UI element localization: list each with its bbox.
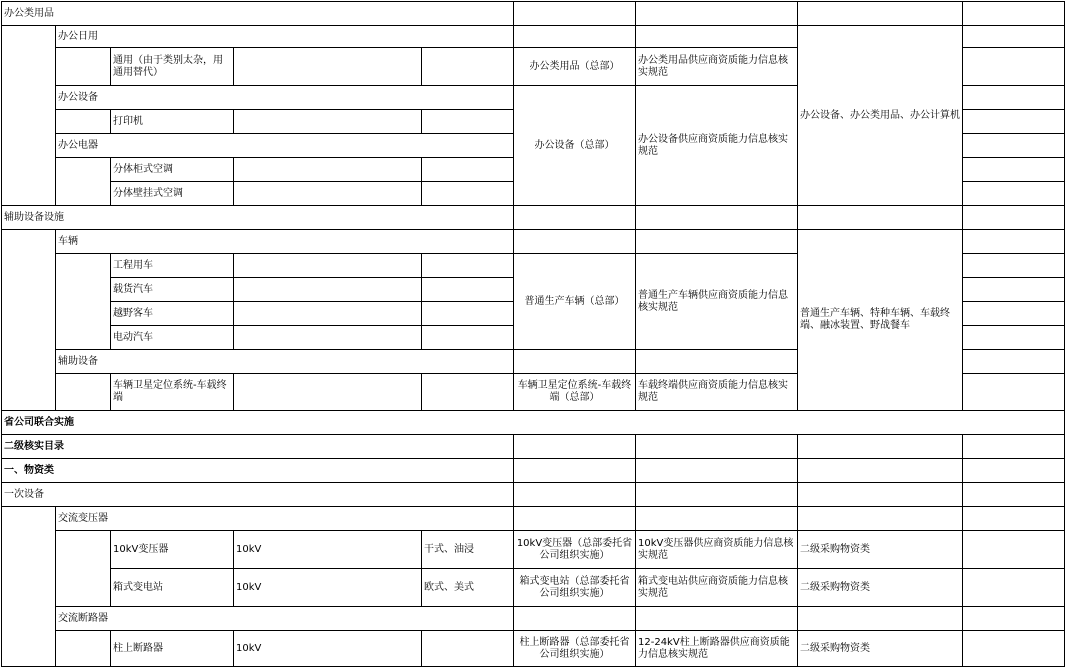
cell-r23-catalog[interactable] bbox=[513, 606, 636, 631]
subcategory-office-daily-text: 办公日用 bbox=[58, 30, 98, 42]
spec-pole-breaker[interactable] bbox=[635, 630, 798, 667]
cell-r17-extra[interactable] bbox=[962, 434, 1065, 459]
cell-r24-extra[interactable] bbox=[962, 630, 1065, 667]
cell-r13-voltage[interactable] bbox=[233, 325, 422, 350]
subcategory-ac-transformer-text: 交流变压器 bbox=[58, 512, 108, 524]
cell-r21-extra[interactable] bbox=[962, 530, 1065, 569]
type-box-substation-text: 欧式、美式 bbox=[424, 581, 474, 593]
spec-office-equipment-text: 办公设备供应商资质能力信息核实规范 bbox=[638, 133, 788, 157]
cell-r24-type[interactable] bbox=[421, 630, 514, 667]
cell-r7-type[interactable] bbox=[421, 181, 514, 206]
cell-r1-spec[interactable] bbox=[635, 25, 798, 48]
item-engineering-vehicle[interactable] bbox=[110, 253, 234, 278]
spec-gps-terminal-text: 车载终端供应商资质能力信息核实规范 bbox=[638, 380, 788, 403]
cell-r15-voltage[interactable] bbox=[233, 373, 422, 411]
cell-r13-extra[interactable] bbox=[962, 325, 1065, 350]
cell-r4-type[interactable] bbox=[421, 109, 514, 134]
cell-r8-scope[interactable] bbox=[797, 205, 963, 230]
spec-pole-breaker-text: 12-24kV柱上断路器供应商资质能力信息核实规范 bbox=[638, 636, 790, 660]
item-gps-terminal[interactable] bbox=[110, 373, 234, 411]
subcategory-office-equipment-text: 办公设备 bbox=[58, 91, 98, 103]
type-box-substation[interactable] bbox=[421, 568, 514, 607]
indent-r10-r13[interactable] bbox=[55, 253, 111, 350]
cell-r12-type[interactable] bbox=[421, 301, 514, 326]
category-primary-equipment[interactable] bbox=[1, 482, 514, 507]
cell-r4-voltage[interactable] bbox=[233, 109, 422, 134]
catalog-10kv-transformer[interactable] bbox=[513, 530, 636, 569]
indent-r2[interactable] bbox=[55, 47, 111, 86]
spec-office-supplies[interactable] bbox=[635, 47, 798, 86]
catalog-gps-terminal[interactable] bbox=[513, 373, 636, 411]
spec-office-equipment[interactable] bbox=[635, 85, 798, 206]
cell-r0-catalog[interactable] bbox=[513, 1, 636, 26]
cell-r17-spec[interactable] bbox=[635, 434, 798, 459]
voltage-10kv-transformer-text: 10kV bbox=[236, 543, 262, 555]
cell-r19-catalog[interactable] bbox=[513, 482, 636, 507]
cell-r18-extra[interactable] bbox=[962, 458, 1065, 483]
cell-r4-extra[interactable] bbox=[962, 109, 1065, 134]
cell-r9-extra[interactable] bbox=[962, 229, 1065, 254]
subcategory-office-electric[interactable] bbox=[55, 133, 514, 158]
cell-r7-voltage[interactable] bbox=[233, 181, 422, 206]
subcategory-auxiliary-equipment-text: 辅助设备 bbox=[58, 355, 98, 367]
type-10kv-transformer-text: 干式、油浸 bbox=[424, 543, 474, 555]
cell-r18-spec[interactable] bbox=[635, 458, 798, 483]
cell-r1-catalog[interactable] bbox=[513, 25, 636, 48]
indent-primary-equipment[interactable] bbox=[1, 506, 56, 667]
item-box-substation[interactable] bbox=[110, 568, 234, 607]
spec-box-substation-text: 箱式变电站供应商资质能力信息核实规范 bbox=[638, 575, 788, 599]
cell-r14-spec[interactable] bbox=[635, 349, 798, 374]
cell-r6-type[interactable] bbox=[421, 157, 514, 182]
section-secondary-catalog[interactable] bbox=[1, 434, 514, 459]
indent-r15[interactable] bbox=[55, 373, 111, 411]
scope-vehicles-text: 普通生产车辆、特种车辆、车载终端、融冰装置、野战餐车 bbox=[800, 308, 950, 331]
subcategory-ac-breaker-text: 交流断路器 bbox=[58, 612, 108, 624]
type-10kv-transformer[interactable] bbox=[421, 530, 514, 569]
item-cargo-truck-text: 载货汽车 bbox=[113, 283, 153, 295]
voltage-pole-breaker[interactable] bbox=[233, 630, 422, 667]
scope-vehicles[interactable] bbox=[797, 229, 963, 411]
indent-office[interactable] bbox=[1, 25, 56, 206]
spec-gps-terminal[interactable] bbox=[635, 373, 798, 411]
subcategory-auxiliary-equipment[interactable] bbox=[55, 349, 514, 374]
section-materials[interactable] bbox=[1, 458, 514, 483]
item-10kv-transformer-text: 10kV变压器 bbox=[113, 543, 169, 555]
cell-r8-extra[interactable] bbox=[962, 205, 1065, 230]
voltage-box-substation[interactable] bbox=[233, 568, 422, 607]
cell-r22-extra[interactable] bbox=[962, 568, 1065, 607]
cell-r23-scope[interactable] bbox=[797, 606, 963, 631]
cell-r23-spec[interactable] bbox=[635, 606, 798, 631]
scope-box-substation-text: 二级采购物资类 bbox=[800, 581, 870, 593]
category-auxiliary-facilities[interactable] bbox=[1, 205, 514, 230]
item-electric-car-text: 电动汽车 bbox=[113, 331, 153, 343]
scope-pole-breaker-text: 二级采购物资类 bbox=[800, 642, 870, 654]
voltage-pole-breaker-text: 10kV bbox=[236, 642, 262, 654]
scope-office[interactable] bbox=[797, 25, 963, 206]
scope-box-substation[interactable] bbox=[797, 568, 963, 607]
cell-r12-voltage[interactable] bbox=[233, 301, 422, 326]
indent-r6-r7[interactable] bbox=[55, 157, 111, 206]
cell-r13-type[interactable] bbox=[421, 325, 514, 350]
subcategory-office-equipment[interactable] bbox=[55, 85, 514, 110]
spec-10kv-transformer-text: 10kV变压器供应商资质能力信息核实规范 bbox=[638, 537, 794, 561]
cell-r8-spec[interactable] bbox=[635, 205, 798, 230]
category-primary-equipment-text: 一次设备 bbox=[4, 488, 44, 500]
spec-10kv-transformer[interactable] bbox=[635, 530, 798, 569]
catalog-office-supplies-text: 办公类用品（总部） bbox=[529, 60, 620, 72]
item-offroad-bus-text: 越野客车 bbox=[113, 307, 153, 319]
cell-r11-extra[interactable] bbox=[962, 277, 1065, 302]
cell-r1-extra[interactable] bbox=[962, 25, 1065, 48]
subcategory-office-electric-text: 办公电器 bbox=[58, 139, 98, 151]
indent-auxiliary[interactable] bbox=[1, 229, 56, 411]
cell-r10-voltage[interactable] bbox=[233, 253, 422, 278]
section-materials-text: 一、物资类 bbox=[4, 464, 54, 476]
cell-r0-scope[interactable] bbox=[797, 1, 963, 26]
catalog-vehicles[interactable] bbox=[513, 253, 636, 350]
cell-r10-extra[interactable] bbox=[962, 253, 1065, 278]
cell-r19-spec[interactable] bbox=[635, 482, 798, 507]
catalog-10kv-transformer-text: 10kV变压器（总部委托省公司组织实施） bbox=[516, 537, 633, 561]
item-cargo-truck[interactable] bbox=[110, 277, 234, 302]
cell-r2-extra[interactable] bbox=[962, 47, 1065, 86]
cell-r20-extra[interactable] bbox=[962, 506, 1065, 531]
cell-r6-extra[interactable] bbox=[962, 157, 1065, 182]
item-cabinet-ac[interactable] bbox=[110, 157, 234, 182]
item-wall-ac-text: 分体壁挂式空调 bbox=[113, 187, 183, 199]
cell-r11-voltage[interactable] bbox=[233, 277, 422, 302]
catalog-pole-breaker[interactable] bbox=[513, 630, 636, 667]
cell-r9-catalog[interactable] bbox=[513, 229, 636, 254]
item-box-substation-text: 箱式变电站 bbox=[113, 581, 163, 593]
cell-r18-catalog[interactable] bbox=[513, 458, 636, 483]
cell-r3-extra[interactable] bbox=[962, 85, 1065, 110]
spec-vehicles[interactable] bbox=[635, 253, 798, 350]
cell-r20-spec[interactable] bbox=[635, 506, 798, 531]
item-printer-text: 打印机 bbox=[113, 115, 143, 127]
scope-10kv-transformer[interactable] bbox=[797, 530, 963, 569]
spec-box-substation[interactable] bbox=[635, 568, 798, 607]
catalog-vehicles-text: 普通生产车辆（总部） bbox=[524, 295, 625, 307]
cell-r2-type[interactable] bbox=[421, 47, 514, 86]
item-pole-breaker-text: 柱上断路器 bbox=[113, 642, 163, 654]
category-office-supplies[interactable] bbox=[1, 1, 514, 26]
cell-r17-catalog[interactable] bbox=[513, 434, 636, 459]
cell-r20-scope[interactable] bbox=[797, 506, 963, 531]
subcategory-vehicles-text: 车辆 bbox=[58, 235, 78, 247]
cell-r14-catalog[interactable] bbox=[513, 349, 636, 374]
item-cabinet-ac-text: 分体柜式空调 bbox=[113, 163, 173, 175]
item-general-text: 通用（由于类别太杂，用通用替代） bbox=[113, 54, 223, 78]
cell-r20-catalog[interactable] bbox=[513, 506, 636, 531]
catalog-office-supplies[interactable] bbox=[513, 47, 636, 86]
item-pole-breaker[interactable] bbox=[110, 630, 234, 667]
item-wall-ac[interactable] bbox=[110, 181, 234, 206]
subcategory-vehicles[interactable] bbox=[55, 229, 514, 254]
indent-r24[interactable] bbox=[55, 630, 111, 667]
voltage-10kv-transformer[interactable] bbox=[233, 530, 422, 569]
item-general[interactable] bbox=[110, 47, 234, 86]
item-electric-car[interactable] bbox=[110, 325, 234, 350]
cell-r19-scope[interactable] bbox=[797, 482, 963, 507]
cell-r2-voltage[interactable] bbox=[233, 47, 422, 86]
cell-r0-extra[interactable] bbox=[962, 1, 1065, 26]
cell-r11-type[interactable] bbox=[421, 277, 514, 302]
cell-r5-extra[interactable] bbox=[962, 133, 1065, 158]
spec-vehicles-text: 普通生产车辆供应商资质能力信息核实规范 bbox=[638, 289, 788, 313]
spec-office-supplies-text: 办公类用品供应商资质能力信息核实规范 bbox=[638, 54, 788, 78]
item-gps-terminal-text: 车辆卫星定位系统-车载终端 bbox=[113, 380, 227, 403]
cell-r15-extra[interactable] bbox=[962, 373, 1065, 411]
item-offroad-bus[interactable] bbox=[110, 301, 234, 326]
cell-r19-extra[interactable] bbox=[962, 482, 1065, 507]
cell-r23-extra[interactable] bbox=[962, 606, 1065, 631]
category-auxiliary-facilities-text: 辅助设备设施 bbox=[4, 211, 64, 223]
cell-r7-extra[interactable] bbox=[962, 181, 1065, 206]
cell-r8-catalog[interactable] bbox=[513, 205, 636, 230]
cell-r10-type[interactable] bbox=[421, 253, 514, 278]
scope-10kv-transformer-text: 二级采购物资类 bbox=[800, 543, 870, 555]
catalog-box-substation-text: 箱式变电站（总部委托省公司组织实施） bbox=[519, 575, 630, 599]
voltage-box-substation-text: 10kV bbox=[236, 581, 262, 593]
cell-r17-scope[interactable] bbox=[797, 434, 963, 459]
cell-r9-spec[interactable] bbox=[635, 229, 798, 254]
catalog-pole-breaker-text: 柱上断路器（总部委托省公司组织实施） bbox=[519, 636, 630, 660]
subcategory-office-daily[interactable] bbox=[55, 25, 514, 48]
section-provincial-joint[interactable] bbox=[1, 410, 1065, 435]
catalog-office-equipment[interactable] bbox=[513, 85, 636, 206]
indent-r4[interactable] bbox=[55, 109, 111, 134]
catalog-office-equipment-text: 办公设备（总部） bbox=[534, 139, 615, 151]
section-secondary-catalog-text: 二级核实目录 bbox=[4, 440, 64, 452]
cell-r15-type[interactable] bbox=[421, 373, 514, 411]
cell-r6-voltage[interactable] bbox=[233, 157, 422, 182]
catalog-box-substation[interactable] bbox=[513, 568, 636, 607]
catalog-gps-terminal-text: 车辆卫星定位系统-车载终端（总部） bbox=[517, 380, 632, 403]
scope-pole-breaker[interactable] bbox=[797, 630, 963, 667]
cell-r12-extra[interactable] bbox=[962, 301, 1065, 326]
item-engineering-vehicle-text: 工程用车 bbox=[113, 259, 153, 271]
cell-r18-scope[interactable] bbox=[797, 458, 963, 483]
cell-r0-spec[interactable] bbox=[635, 1, 798, 26]
subcategory-ac-transformer[interactable] bbox=[55, 506, 514, 531]
category-office-supplies-text: 办公类用品 bbox=[4, 7, 54, 19]
item-10kv-transformer[interactable] bbox=[110, 530, 234, 569]
item-printer[interactable] bbox=[110, 109, 234, 134]
indent-r21-r22[interactable] bbox=[55, 530, 111, 607]
subcategory-ac-breaker[interactable] bbox=[55, 606, 514, 631]
section-provincial-joint-text: 省公司联合实施 bbox=[4, 416, 74, 428]
cell-r14-extra[interactable] bbox=[962, 349, 1065, 374]
scope-office-text: 办公设备、办公类用品、办公计算机 bbox=[800, 109, 960, 121]
